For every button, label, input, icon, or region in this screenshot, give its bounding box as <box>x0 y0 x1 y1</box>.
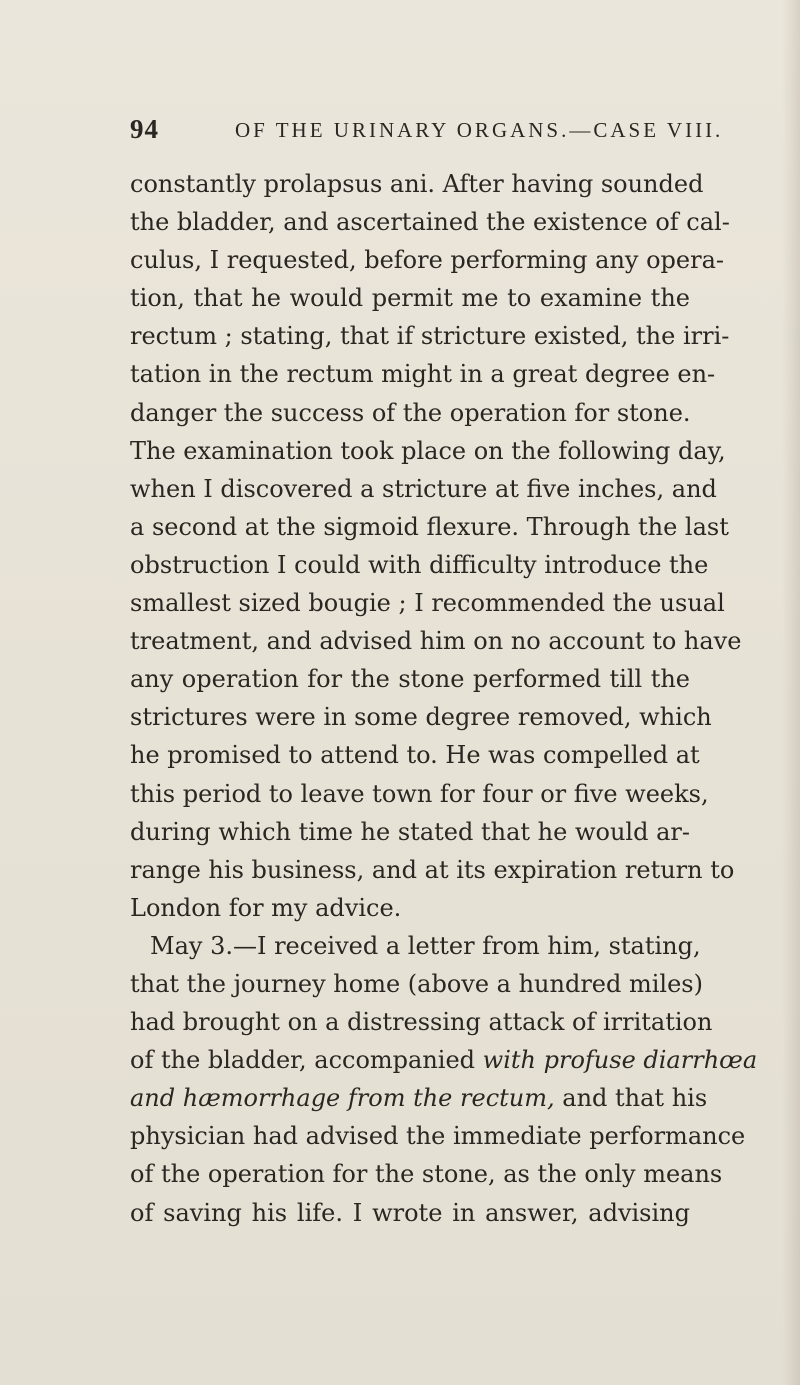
text-line <box>130 775 709 813</box>
body-text <box>130 165 758 1232</box>
text-line <box>130 660 690 698</box>
page-edge-shadow <box>782 0 800 1385</box>
text-line <box>130 1079 708 1117</box>
text-line <box>130 813 690 851</box>
text-line <box>130 470 717 508</box>
text-line <box>130 927 701 965</box>
text-line <box>130 698 712 736</box>
text-line <box>130 1155 723 1193</box>
text-line <box>130 1041 758 1079</box>
text-line <box>130 241 724 279</box>
text-segment: physician had advised the immediate performance <box>130 1122 746 1151</box>
text-segment: The examination took place on the following day, <box>130 436 726 465</box>
italic-text: and hæmorrhage from the rectum, <box>130 1084 555 1113</box>
text-line <box>130 736 700 774</box>
text-line <box>130 889 690 927</box>
text-line <box>130 508 729 546</box>
text-segment: strictures were in some degree removed, which <box>130 703 712 732</box>
text-segment: danger the success of the operation for stone. <box>130 398 691 427</box>
text-segment: during which time he stated that he would ar- <box>130 817 690 846</box>
text-line <box>130 355 716 393</box>
text-segment: had brought on a distressing attack of irritation <box>130 1008 713 1037</box>
text-segment: when I discovered a stricture at five inches, and <box>130 474 717 503</box>
text-segment: May 3.—I received a letter from him, stating, <box>150 931 701 960</box>
page-number: 94 <box>130 114 159 144</box>
text-segment: of the bladder, accompanied <box>130 1046 483 1075</box>
italic-text: with profuse diarrhœa <box>482 1046 758 1075</box>
text-segment: culus, I requested, before performing any opera- <box>130 246 724 275</box>
text-segment: treatment, and advised him on no account to have <box>130 627 742 656</box>
text-line <box>130 851 735 889</box>
text-segment: he promised to attend to. He was compelled at <box>130 741 700 770</box>
running-head-title: OF THE URINARY ORGANS.—CASE VIII. <box>235 118 724 142</box>
text-segment: the bladder, and ascertained the existence of cal- <box>130 208 730 237</box>
text-line <box>130 394 690 432</box>
text-segment: rectum ; stating, that if stricture existed, the irri- <box>130 322 730 351</box>
text-segment: and that his <box>554 1084 708 1113</box>
text-line <box>130 432 726 470</box>
text-line <box>130 1003 713 1041</box>
text-line <box>130 165 704 203</box>
text-segment: tation in the rectum might in a great degree en- <box>130 360 716 389</box>
text-segment: a second at the sigmoid flexure. Through the last <box>130 512 729 541</box>
text-segment: obstruction I could with difficulty introduce the <box>130 550 709 579</box>
text-line <box>130 584 725 622</box>
text-segment: range his business, and at its expiration return to <box>130 855 735 884</box>
text-line <box>130 203 730 241</box>
text-segment: tion, that he would permit me to examine the <box>130 284 690 313</box>
text-segment: smallest sized bougie ; I recommended the usual <box>130 589 725 618</box>
text-segment: London for my advice. <box>130 893 402 922</box>
text-segment: this period to leave town for four or five weeks, <box>130 779 709 808</box>
text-line <box>130 546 709 584</box>
text-segment: that the journey home (above a hundred miles) <box>130 969 703 998</box>
text-line <box>130 622 742 660</box>
text-segment: of saving his life. I wrote in answer, advising <box>130 1198 690 1227</box>
text-line <box>130 317 730 355</box>
running-head <box>130 112 724 152</box>
text-segment: any operation for the stone performed till the <box>130 665 690 694</box>
text-line <box>130 965 703 1003</box>
text-line <box>130 1117 746 1155</box>
text-segment: constantly prolapsus ani. After having sounded <box>130 170 704 198</box>
text-segment: of the operation for the stone, as the only means <box>130 1160 723 1189</box>
text-line <box>130 1194 690 1232</box>
text-line <box>130 279 690 317</box>
